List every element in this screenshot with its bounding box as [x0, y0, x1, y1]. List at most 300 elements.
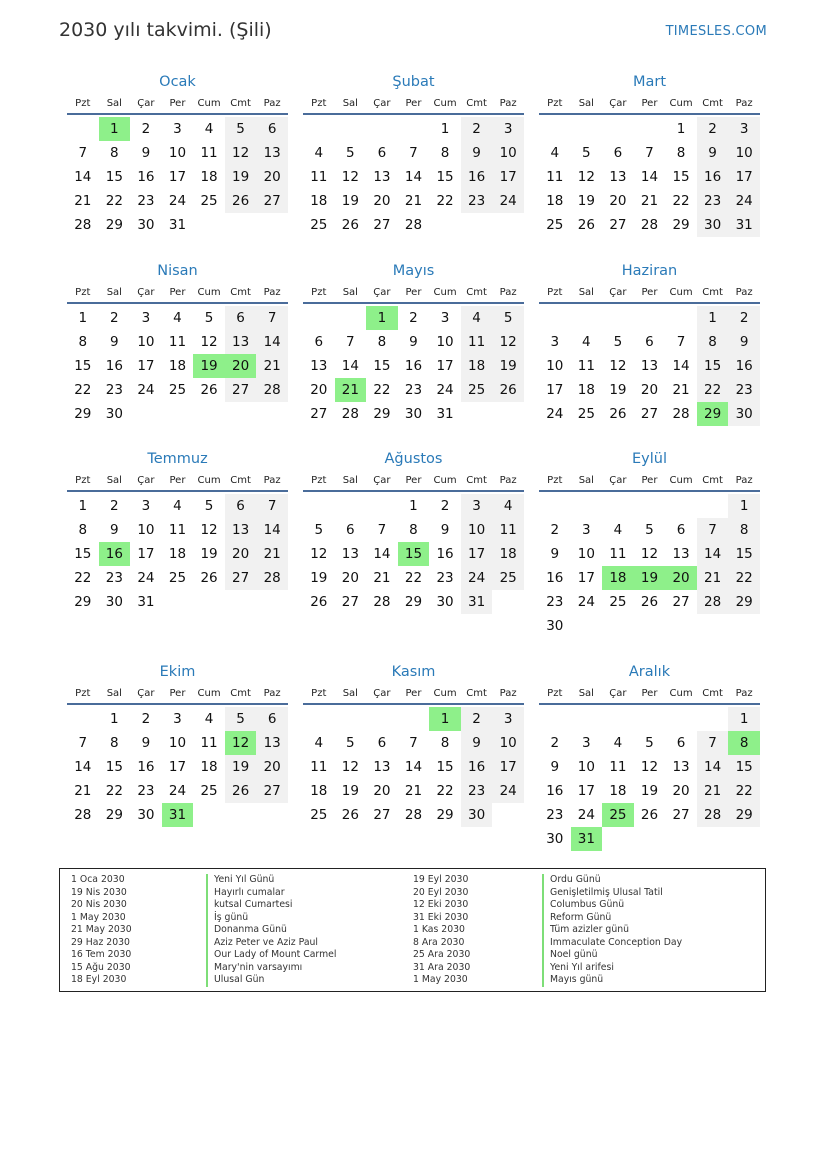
- day-cell[interactable]: 1: [110, 711, 119, 727]
- day-cell[interactable]: 11: [310, 759, 328, 775]
- day-cell[interactable]: 7: [377, 522, 387, 538]
- day-cell[interactable]: 22: [404, 570, 423, 586]
- day-cell[interactable]: 1: [676, 121, 686, 137]
- day-cell[interactable]: 15: [672, 169, 690, 185]
- day-cell[interactable]: 7: [697, 518, 729, 542]
- day-cell[interactable]: 13: [609, 169, 627, 185]
- day-cell[interactable]: 13: [341, 546, 359, 562]
- day-cell[interactable]: 14: [256, 518, 288, 542]
- day-cell[interactable]: 15: [697, 354, 729, 378]
- day-cell[interactable]: 10: [168, 735, 187, 751]
- day-cell[interactable]: 2: [461, 707, 493, 731]
- day-cell[interactable]: 24: [436, 382, 454, 398]
- day-cell[interactable]: 13: [225, 518, 257, 542]
- day-cell[interactable]: 11: [461, 330, 493, 354]
- day-cell[interactable]: 29: [105, 807, 123, 823]
- day-cell[interactable]: 22: [373, 382, 391, 398]
- day-cell[interactable]: 8: [697, 330, 729, 354]
- day-cell[interactable]: 23: [461, 779, 493, 803]
- day-cell[interactable]: 26: [341, 807, 359, 823]
- day-cell[interactable]: 5: [225, 707, 257, 731]
- day-cell[interactable]: 18: [168, 358, 187, 374]
- day-cell[interactable]: 30: [137, 217, 155, 233]
- day-cell[interactable]: 12: [492, 330, 524, 354]
- day-cell[interactable]: 25: [546, 217, 564, 233]
- day-cell[interactable]: 27: [225, 566, 257, 590]
- day-cell[interactable]: 14: [697, 755, 729, 779]
- day-cell[interactable]: 13: [672, 546, 690, 562]
- holiday-day-cell[interactable]: 1: [99, 117, 131, 141]
- day-cell[interactable]: 29: [436, 807, 454, 823]
- day-cell[interactable]: 15: [74, 546, 92, 562]
- day-cell[interactable]: 28: [697, 803, 729, 827]
- day-cell[interactable]: 26: [609, 406, 627, 422]
- day-cell[interactable]: 11: [168, 522, 187, 538]
- day-cell[interactable]: 4: [492, 494, 524, 518]
- day-cell[interactable]: 2: [440, 498, 450, 514]
- day-cell[interactable]: 31: [168, 217, 187, 233]
- day-cell[interactable]: 26: [310, 594, 328, 610]
- day-cell[interactable]: 11: [609, 546, 627, 562]
- day-cell[interactable]: 28: [256, 566, 288, 590]
- day-cell[interactable]: 3: [440, 310, 450, 326]
- day-cell[interactable]: 28: [404, 217, 423, 233]
- day-cell[interactable]: 23: [461, 189, 493, 213]
- day-cell[interactable]: 20: [256, 165, 288, 189]
- day-cell[interactable]: 21: [404, 193, 423, 209]
- day-cell[interactable]: 16: [546, 783, 564, 799]
- day-cell[interactable]: 24: [577, 807, 595, 823]
- holiday-day-cell[interactable]: 25: [602, 803, 634, 827]
- day-cell[interactable]: 26: [200, 382, 218, 398]
- day-cell[interactable]: 5: [645, 735, 654, 751]
- day-cell[interactable]: 24: [577, 594, 595, 610]
- day-cell[interactable]: 12: [200, 334, 218, 350]
- day-cell[interactable]: 19: [341, 783, 359, 799]
- day-cell[interactable]: 21: [697, 566, 729, 590]
- day-cell[interactable]: 2: [409, 310, 418, 326]
- day-cell[interactable]: 28: [404, 807, 423, 823]
- day-cell[interactable]: 28: [672, 406, 690, 422]
- day-cell[interactable]: 6: [377, 735, 387, 751]
- day-cell[interactable]: 29: [105, 217, 123, 233]
- day-cell[interactable]: 2: [110, 310, 119, 326]
- day-cell[interactable]: 25: [200, 193, 218, 209]
- day-cell[interactable]: 19: [492, 354, 524, 378]
- day-cell[interactable]: 22: [697, 378, 729, 402]
- day-cell[interactable]: 30: [461, 803, 493, 827]
- day-cell[interactable]: 21: [373, 570, 391, 586]
- day-cell[interactable]: 27: [640, 406, 659, 422]
- day-cell[interactable]: 8: [440, 145, 450, 161]
- day-cell[interactable]: 30: [697, 213, 729, 237]
- day-cell[interactable]: 25: [609, 594, 627, 610]
- day-cell[interactable]: 8: [78, 334, 88, 350]
- day-cell[interactable]: 6: [225, 494, 257, 518]
- holiday-day-cell[interactable]: 31: [571, 827, 603, 851]
- day-cell[interactable]: 2: [461, 117, 493, 141]
- day-cell[interactable]: 14: [697, 542, 729, 566]
- day-cell[interactable]: 23: [105, 382, 123, 398]
- day-cell[interactable]: 11: [492, 518, 524, 542]
- holiday-day-cell[interactable]: 1: [366, 306, 398, 330]
- day-cell[interactable]: 2: [141, 711, 151, 727]
- day-cell[interactable]: 9: [110, 334, 119, 350]
- day-cell[interactable]: 5: [346, 145, 355, 161]
- day-cell[interactable]: 16: [137, 169, 155, 185]
- day-cell[interactable]: 24: [492, 779, 524, 803]
- day-cell[interactable]: 17: [137, 358, 155, 374]
- day-cell[interactable]: 23: [105, 570, 123, 586]
- day-cell[interactable]: 16: [404, 358, 423, 374]
- day-cell[interactable]: 2: [728, 306, 760, 330]
- day-cell[interactable]: 1: [697, 306, 729, 330]
- day-cell[interactable]: 30: [436, 594, 454, 610]
- day-cell[interactable]: 21: [74, 193, 92, 209]
- day-cell[interactable]: 7: [676, 334, 686, 350]
- day-cell[interactable]: 20: [341, 570, 359, 586]
- day-cell[interactable]: 14: [341, 358, 359, 374]
- day-cell[interactable]: 11: [577, 358, 595, 374]
- day-cell[interactable]: 10: [168, 145, 187, 161]
- day-cell[interactable]: 15: [373, 358, 391, 374]
- day-cell[interactable]: 13: [256, 731, 288, 755]
- day-cell[interactable]: 26: [492, 378, 524, 402]
- day-cell[interactable]: 30: [546, 831, 564, 847]
- day-cell[interactable]: 28: [256, 378, 288, 402]
- holiday-day-cell[interactable]: 20: [665, 566, 697, 590]
- day-cell[interactable]: 27: [672, 594, 690, 610]
- day-cell[interactable]: 4: [173, 498, 182, 514]
- day-cell[interactable]: 27: [672, 807, 690, 823]
- day-cell[interactable]: 12: [640, 759, 659, 775]
- day-cell[interactable]: 3: [492, 707, 524, 731]
- day-cell[interactable]: 8: [377, 334, 387, 350]
- day-cell[interactable]: 16: [546, 570, 564, 586]
- day-cell[interactable]: 7: [409, 145, 418, 161]
- day-cell[interactable]: 26: [200, 570, 218, 586]
- day-cell[interactable]: 21: [404, 783, 423, 799]
- day-cell[interactable]: 7: [256, 494, 288, 518]
- day-cell[interactable]: 24: [728, 189, 760, 213]
- day-cell[interactable]: 24: [461, 566, 493, 590]
- day-cell[interactable]: 19: [640, 783, 659, 799]
- day-cell[interactable]: 7: [78, 145, 88, 161]
- day-cell[interactable]: 29: [373, 406, 391, 422]
- day-cell[interactable]: 18: [310, 193, 328, 209]
- day-cell[interactable]: 14: [672, 358, 690, 374]
- day-cell[interactable]: 20: [310, 382, 328, 398]
- day-cell[interactable]: 5: [613, 334, 623, 350]
- day-cell[interactable]: 18: [609, 783, 627, 799]
- day-cell[interactable]: 28: [697, 590, 729, 614]
- day-cell[interactable]: 20: [640, 382, 659, 398]
- day-cell[interactable]: 7: [645, 145, 654, 161]
- day-cell[interactable]: 20: [373, 193, 391, 209]
- day-cell[interactable]: 11: [546, 169, 564, 185]
- day-cell[interactable]: 7: [346, 334, 355, 350]
- day-cell[interactable]: 10: [461, 518, 493, 542]
- holiday-day-cell[interactable]: 12: [225, 731, 257, 755]
- day-cell[interactable]: 17: [137, 546, 155, 562]
- day-cell[interactable]: 4: [204, 121, 214, 137]
- day-cell[interactable]: 1: [78, 310, 88, 326]
- day-cell[interactable]: 5: [204, 498, 214, 514]
- day-cell[interactable]: 10: [137, 522, 155, 538]
- day-cell[interactable]: 8: [676, 145, 686, 161]
- day-cell[interactable]: 4: [173, 310, 182, 326]
- day-cell[interactable]: 15: [436, 759, 454, 775]
- day-cell[interactable]: 6: [377, 145, 387, 161]
- day-cell[interactable]: 7: [78, 735, 88, 751]
- day-cell[interactable]: 8: [409, 522, 418, 538]
- day-cell[interactable]: 12: [609, 358, 627, 374]
- day-cell[interactable]: 6: [314, 334, 324, 350]
- site-link[interactable]: TIMESLES.COM: [665, 24, 767, 39]
- day-cell[interactable]: 4: [582, 334, 591, 350]
- day-cell[interactable]: 18: [310, 783, 328, 799]
- day-cell[interactable]: 30: [404, 406, 423, 422]
- day-cell[interactable]: 17: [728, 165, 760, 189]
- day-cell[interactable]: 1: [78, 498, 88, 514]
- day-cell[interactable]: 23: [137, 783, 155, 799]
- day-cell[interactable]: 13: [373, 169, 391, 185]
- day-cell[interactable]: 8: [78, 522, 88, 538]
- day-cell[interactable]: 12: [341, 169, 359, 185]
- day-cell[interactable]: 3: [728, 117, 760, 141]
- holiday-day-cell[interactable]: 16: [99, 542, 131, 566]
- day-cell[interactable]: 6: [256, 707, 288, 731]
- day-cell[interactable]: 23: [137, 193, 155, 209]
- day-cell[interactable]: 9: [440, 522, 450, 538]
- day-cell[interactable]: 27: [256, 779, 288, 803]
- day-cell[interactable]: 9: [141, 145, 151, 161]
- day-cell[interactable]: 19: [225, 165, 257, 189]
- day-cell[interactable]: 14: [74, 759, 92, 775]
- day-cell[interactable]: 29: [728, 590, 760, 614]
- day-cell[interactable]: 19: [310, 570, 328, 586]
- day-cell[interactable]: 13: [225, 330, 257, 354]
- day-cell[interactable]: 25: [492, 566, 524, 590]
- day-cell[interactable]: 19: [609, 382, 627, 398]
- day-cell[interactable]: 5: [204, 310, 214, 326]
- day-cell[interactable]: 13: [640, 358, 659, 374]
- day-cell[interactable]: 29: [74, 594, 92, 610]
- day-cell[interactable]: 11: [310, 169, 328, 185]
- day-cell[interactable]: 28: [640, 217, 659, 233]
- day-cell[interactable]: 4: [550, 145, 560, 161]
- day-cell[interactable]: 12: [200, 522, 218, 538]
- day-cell[interactable]: 17: [577, 570, 595, 586]
- day-cell[interactable]: 10: [137, 334, 155, 350]
- day-cell[interactable]: 15: [436, 169, 454, 185]
- day-cell[interactable]: 21: [697, 779, 729, 803]
- day-cell[interactable]: 14: [74, 169, 92, 185]
- day-cell[interactable]: 5: [346, 735, 355, 751]
- day-cell[interactable]: 8: [110, 145, 119, 161]
- day-cell[interactable]: 12: [310, 546, 328, 562]
- day-cell[interactable]: 23: [697, 189, 729, 213]
- day-cell[interactable]: 21: [640, 193, 659, 209]
- day-cell[interactable]: 24: [492, 189, 524, 213]
- day-cell[interactable]: 15: [74, 358, 92, 374]
- day-cell[interactable]: 10: [436, 334, 454, 350]
- day-cell[interactable]: 1: [440, 121, 450, 137]
- day-cell[interactable]: 31: [461, 590, 493, 614]
- day-cell[interactable]: 28: [341, 406, 359, 422]
- day-cell[interactable]: 23: [404, 382, 423, 398]
- day-cell[interactable]: 25: [200, 783, 218, 799]
- day-cell[interactable]: 26: [225, 779, 257, 803]
- holiday-day-cell[interactable]: 20: [225, 354, 257, 378]
- day-cell[interactable]: 25: [310, 217, 328, 233]
- day-cell[interactable]: 9: [550, 759, 560, 775]
- day-cell[interactable]: 17: [168, 169, 187, 185]
- day-cell[interactable]: 14: [404, 759, 423, 775]
- holiday-day-cell[interactable]: 8: [728, 731, 760, 755]
- day-cell[interactable]: 6: [256, 117, 288, 141]
- day-cell[interactable]: 27: [341, 594, 359, 610]
- holiday-day-cell[interactable]: 29: [697, 402, 729, 426]
- day-cell[interactable]: 19: [225, 755, 257, 779]
- day-cell[interactable]: 16: [461, 165, 493, 189]
- day-cell[interactable]: 24: [168, 193, 187, 209]
- day-cell[interactable]: 30: [546, 618, 564, 634]
- day-cell[interactable]: 13: [256, 141, 288, 165]
- day-cell[interactable]: 20: [609, 193, 627, 209]
- day-cell[interactable]: 9: [728, 330, 760, 354]
- day-cell[interactable]: 29: [728, 803, 760, 827]
- day-cell[interactable]: 18: [577, 382, 595, 398]
- day-cell[interactable]: 17: [546, 382, 564, 398]
- day-cell[interactable]: 3: [550, 334, 560, 350]
- day-cell[interactable]: 26: [640, 594, 659, 610]
- day-cell[interactable]: 25: [461, 378, 493, 402]
- day-cell[interactable]: 10: [728, 141, 760, 165]
- day-cell[interactable]: 1: [728, 494, 760, 518]
- day-cell[interactable]: 20: [373, 783, 391, 799]
- day-cell[interactable]: 24: [168, 783, 187, 799]
- day-cell[interactable]: 9: [461, 141, 493, 165]
- day-cell[interactable]: 25: [310, 807, 328, 823]
- day-cell[interactable]: 15: [728, 755, 760, 779]
- holiday-day-cell[interactable]: 21: [335, 378, 367, 402]
- day-cell[interactable]: 15: [728, 542, 760, 566]
- day-cell[interactable]: 7: [409, 735, 418, 751]
- day-cell[interactable]: 6: [676, 522, 686, 538]
- day-cell[interactable]: 24: [137, 570, 155, 586]
- day-cell[interactable]: 1: [728, 707, 760, 731]
- day-cell[interactable]: 4: [314, 145, 324, 161]
- day-cell[interactable]: 14: [640, 169, 659, 185]
- day-cell[interactable]: 18: [461, 354, 493, 378]
- day-cell[interactable]: 28: [373, 594, 391, 610]
- day-cell[interactable]: 20: [256, 755, 288, 779]
- day-cell[interactable]: 9: [550, 546, 560, 562]
- day-cell[interactable]: 13: [373, 759, 391, 775]
- holiday-day-cell[interactable]: 19: [634, 566, 666, 590]
- day-cell[interactable]: 17: [577, 783, 595, 799]
- day-cell[interactable]: 22: [672, 193, 690, 209]
- day-cell[interactable]: 27: [256, 189, 288, 213]
- day-cell[interactable]: 21: [74, 783, 92, 799]
- day-cell[interactable]: 16: [436, 546, 454, 562]
- day-cell[interactable]: 13: [310, 358, 328, 374]
- day-cell[interactable]: 27: [609, 217, 627, 233]
- day-cell[interactable]: 26: [341, 217, 359, 233]
- holiday-day-cell[interactable]: 18: [602, 566, 634, 590]
- day-cell[interactable]: 26: [640, 807, 659, 823]
- day-cell[interactable]: 10: [546, 358, 564, 374]
- day-cell[interactable]: 18: [168, 546, 187, 562]
- day-cell[interactable]: 3: [141, 498, 151, 514]
- day-cell[interactable]: 10: [492, 141, 524, 165]
- day-cell[interactable]: 22: [436, 783, 454, 799]
- day-cell[interactable]: 12: [341, 759, 359, 775]
- day-cell[interactable]: 8: [728, 518, 760, 542]
- day-cell[interactable]: 19: [200, 546, 218, 562]
- day-cell[interactable]: 3: [582, 522, 591, 538]
- day-cell[interactable]: 24: [546, 406, 564, 422]
- day-cell[interactable]: 18: [200, 759, 218, 775]
- day-cell[interactable]: 6: [225, 306, 257, 330]
- day-cell[interactable]: 28: [74, 807, 92, 823]
- day-cell[interactable]: 25: [577, 406, 595, 422]
- day-cell[interactable]: 21: [256, 542, 288, 566]
- day-cell[interactable]: 31: [137, 594, 155, 610]
- day-cell[interactable]: 26: [225, 189, 257, 213]
- day-cell[interactable]: 6: [676, 735, 686, 751]
- holiday-day-cell[interactable]: 19: [193, 354, 225, 378]
- day-cell[interactable]: 16: [461, 755, 493, 779]
- day-cell[interactable]: 29: [404, 594, 423, 610]
- day-cell[interactable]: 13: [672, 759, 690, 775]
- day-cell[interactable]: 31: [436, 406, 454, 422]
- day-cell[interactable]: 14: [404, 169, 423, 185]
- day-cell[interactable]: 21: [672, 382, 690, 398]
- holiday-day-cell[interactable]: 31: [162, 803, 194, 827]
- day-cell[interactable]: 22: [74, 382, 92, 398]
- day-cell[interactable]: 22: [105, 783, 123, 799]
- day-cell[interactable]: 3: [173, 711, 182, 727]
- day-cell[interactable]: 4: [613, 735, 623, 751]
- day-cell[interactable]: 4: [204, 711, 214, 727]
- day-cell[interactable]: 2: [550, 522, 560, 538]
- day-cell[interactable]: 4: [461, 306, 493, 330]
- day-cell[interactable]: 17: [436, 358, 454, 374]
- day-cell[interactable]: 10: [577, 546, 595, 562]
- day-cell[interactable]: 24: [137, 382, 155, 398]
- day-cell[interactable]: 30: [105, 594, 123, 610]
- day-cell[interactable]: 30: [728, 402, 760, 426]
- day-cell[interactable]: 22: [105, 193, 123, 209]
- day-cell[interactable]: 21: [256, 354, 288, 378]
- day-cell[interactable]: 11: [609, 759, 627, 775]
- day-cell[interactable]: 23: [546, 807, 564, 823]
- day-cell[interactable]: 6: [613, 145, 623, 161]
- day-cell[interactable]: 4: [314, 735, 324, 751]
- day-cell[interactable]: 5: [492, 306, 524, 330]
- day-cell[interactable]: 23: [546, 594, 564, 610]
- day-cell[interactable]: 30: [137, 807, 155, 823]
- day-cell[interactable]: 12: [640, 546, 659, 562]
- day-cell[interactable]: 28: [74, 217, 92, 233]
- day-cell[interactable]: 20: [225, 542, 257, 566]
- day-cell[interactable]: 30: [105, 406, 123, 422]
- day-cell[interactable]: 11: [200, 735, 218, 751]
- holiday-day-cell[interactable]: 1: [429, 707, 461, 731]
- day-cell[interactable]: 27: [310, 406, 328, 422]
